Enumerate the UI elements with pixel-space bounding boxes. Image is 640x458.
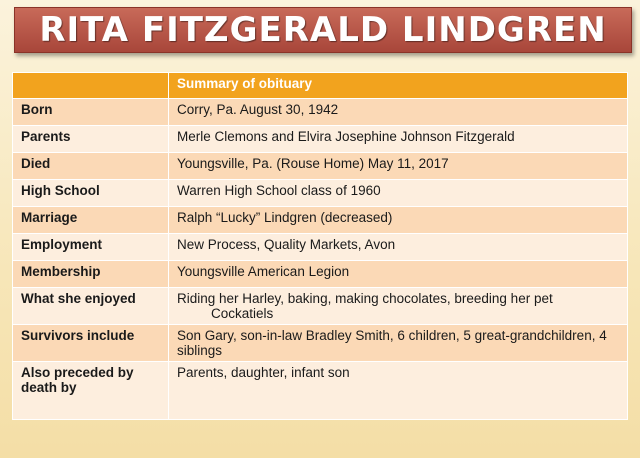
table-row xyxy=(13,207,628,234)
table-row xyxy=(13,180,628,207)
row-value: Corry, Pa. August 30, 1942 xyxy=(169,99,628,126)
row-value: Parents, daughter, infant son xyxy=(169,362,628,420)
row-label: Marriage xyxy=(13,207,169,234)
row-value: Son Gary, son-in-law Bradley Smith, 6 children, 5 great-grandchildren, 4 siblings xyxy=(169,325,628,362)
table-row xyxy=(13,325,628,362)
row-label: Born xyxy=(13,99,169,126)
row-label: Also preceded by death by xyxy=(13,362,169,420)
row-label: Parents xyxy=(13,126,169,153)
table-row xyxy=(13,234,628,261)
row-value-line-2: Cockatiels xyxy=(211,306,274,321)
table-row xyxy=(13,153,628,180)
table-row xyxy=(13,126,628,153)
table-row xyxy=(13,261,628,288)
row-value: Merle Clemons and Elvira Josephine Johnson Fitzgerald xyxy=(169,126,628,153)
row-value xyxy=(169,288,628,325)
row-label: Employment xyxy=(13,234,169,261)
obituary-summary-table xyxy=(12,72,628,420)
row-label: Membership xyxy=(13,261,169,288)
row-label: High School xyxy=(13,180,169,207)
row-value: New Process, Quality Markets, Avon xyxy=(169,234,628,261)
row-value: Ralph “Lucky” Lindgren (decreased) xyxy=(169,207,628,234)
page-title: RITA FITZGERALD LINDGREN xyxy=(39,10,607,50)
table-row xyxy=(13,99,628,126)
row-label: Survivors include xyxy=(13,325,169,362)
row-value: Youngsville American Legion xyxy=(169,261,628,288)
row-label: What she enjoyed xyxy=(13,288,169,325)
table-row xyxy=(13,288,628,325)
title-banner xyxy=(14,7,632,53)
table-header-row xyxy=(13,73,628,99)
header-label-cell xyxy=(13,73,169,99)
row-value: Youngsville, Pa. (Rouse Home) May 11, 2017 xyxy=(169,153,628,180)
row-value: Warren High School class of 1960 xyxy=(169,180,628,207)
row-label: Died xyxy=(13,153,169,180)
table-row xyxy=(13,362,628,420)
header-summary-cell: Summary of obituary xyxy=(169,73,628,99)
row-value-line-1: Riding her Harley, baking, making chocolates, breeding her pet xyxy=(177,291,553,306)
